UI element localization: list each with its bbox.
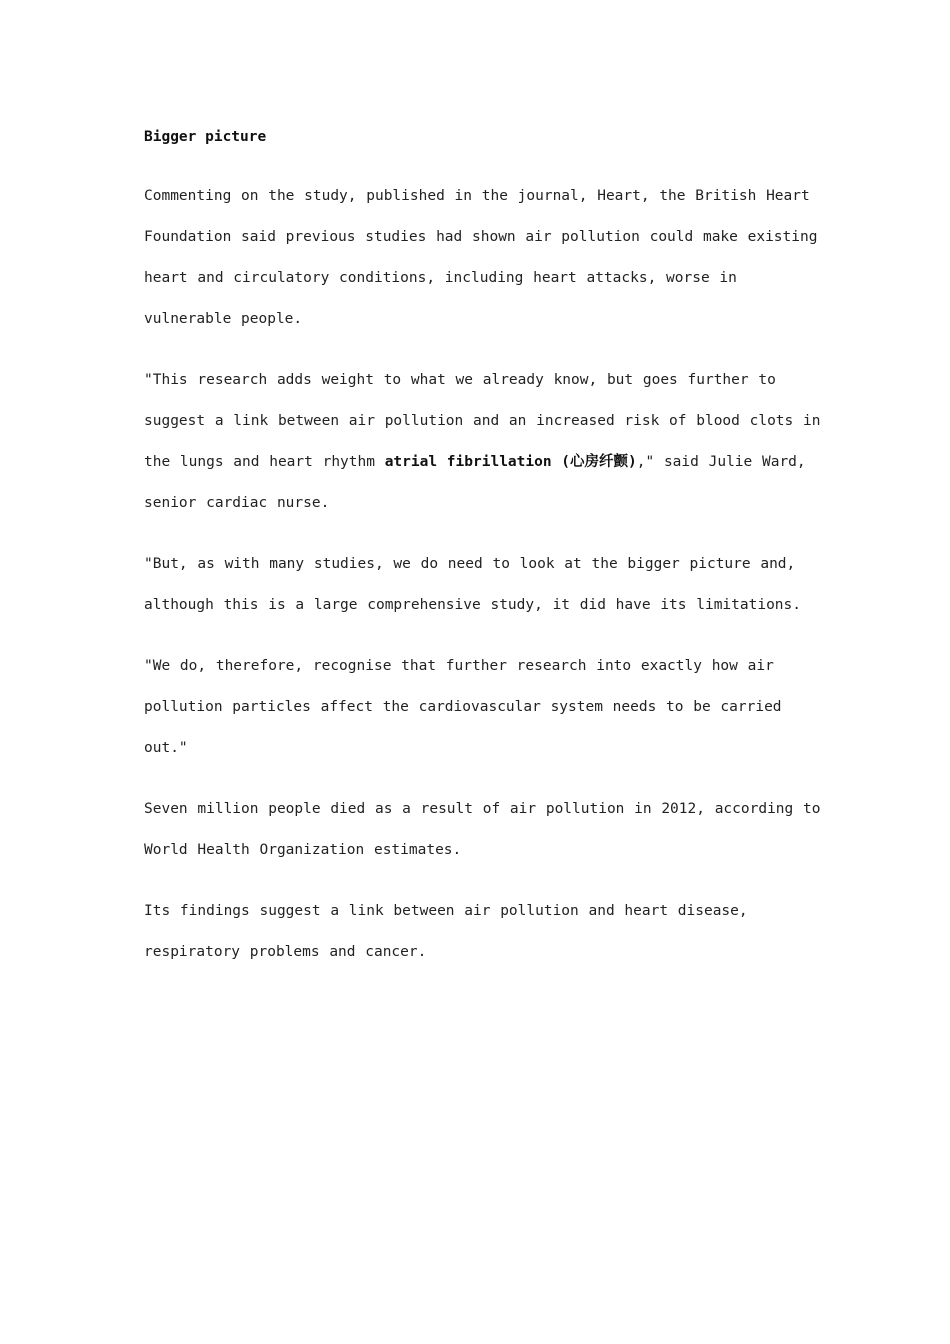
quote-text-after: ," said Julie Ward, senior cardiac nurse. — [144, 454, 806, 511]
paragraph-further-research: "We do, therefore, recognise that further research into exactly how air pollution particles affect the cardiovascular system needs to be carried out." — [144, 658, 782, 756]
paragraph-commenting: Commenting on the study, published in the journal, Heart, the British Heart Foundation said previous studies had shown air pollution could make existing heart and circulatory conditions, including heart attacks, worse in vulnerable people. — [144, 188, 818, 327]
quote-text-before: "This research adds weight to what we already know, but goes further to suggest a link between air pollution and an increased risk of blood clots in the lungs and heart rhythm — [144, 372, 821, 470]
section-heading: Bigger picture — [144, 129, 267, 145]
medical-term: atrial fibrillation (心房纤颤) — [384, 454, 637, 470]
paragraph-bigger-picture: "But, as with many studies, we do need to look at the bigger picture and, although this is a large comprehensive study, it did have its limitations. — [144, 556, 802, 613]
paragraph-research-quote — [144, 360, 824, 524]
paragraph-findings: Its findings suggest a link between air pollution and heart disease, respiratory problems and cancer. — [144, 903, 748, 960]
article-body — [144, 118, 824, 993]
paragraph-seven-million: Seven million people died as a result of air pollution in 2012, according to World Health Organization estimates. — [144, 801, 821, 858]
